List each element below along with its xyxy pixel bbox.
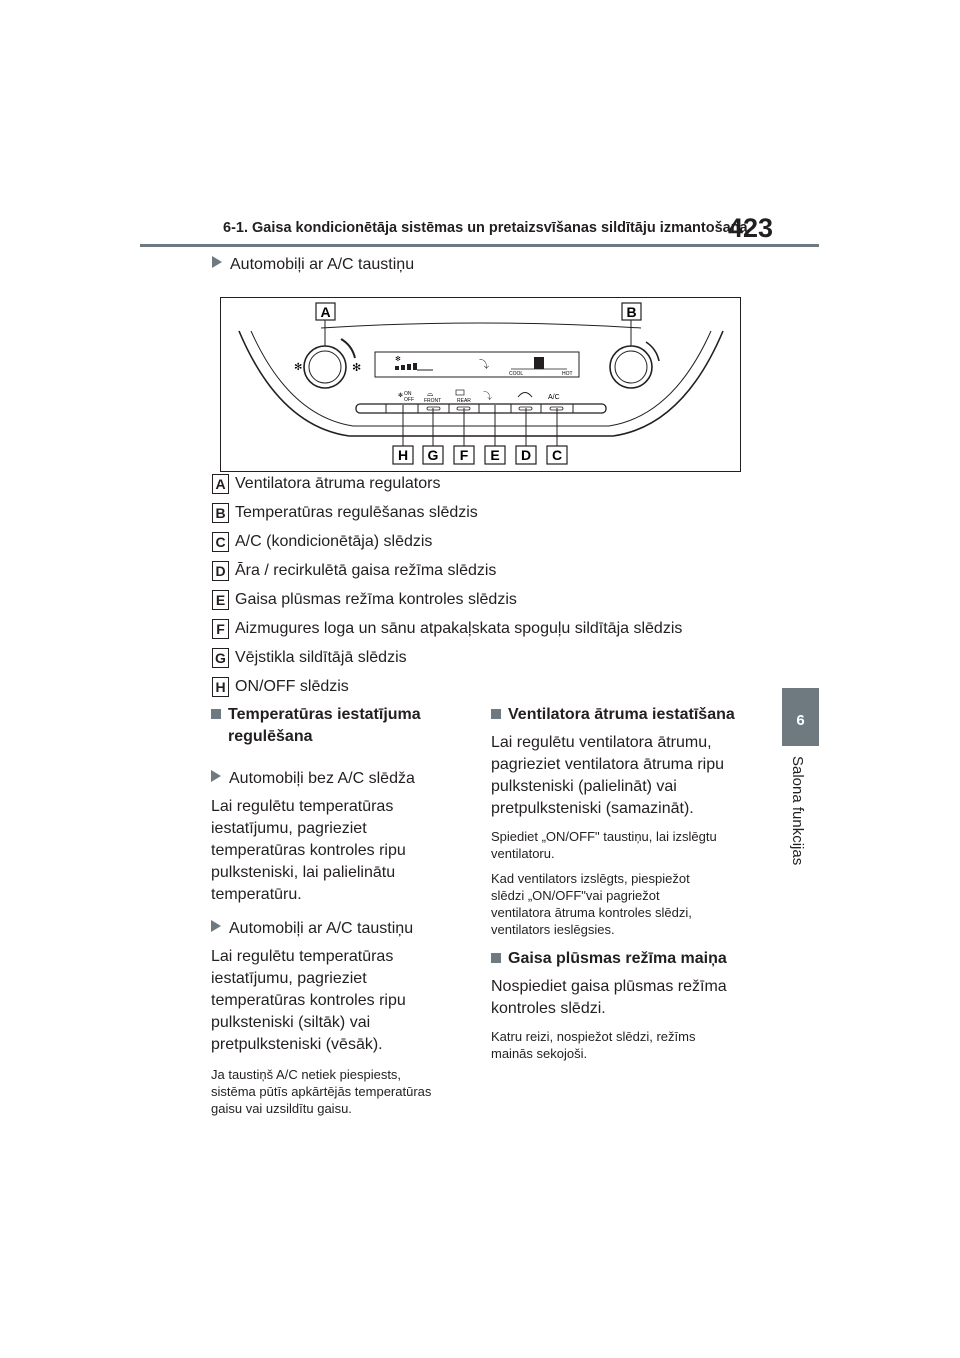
- climate-panel-figure: [220, 297, 741, 472]
- left-bullet-1: Automobiļi bez A/C slēdža: [211, 768, 471, 790]
- svg-text:E: E: [490, 447, 500, 463]
- triangle-bullet-icon: [211, 920, 221, 932]
- legend-text: Āra / recirkulētā gaisa režīma slēdzis: [235, 562, 497, 580]
- chapter-label: Salona funkcijas: [789, 756, 806, 866]
- legend-letter: F: [212, 619, 229, 639]
- legend-item-g: [212, 648, 407, 668]
- legend-letter: E: [212, 590, 229, 610]
- callout-g: [423, 446, 443, 464]
- cool-label: COOL: [509, 371, 524, 377]
- legend-item-e: [212, 590, 517, 610]
- legend-item-d: [212, 561, 496, 581]
- airflow-heading: Gaisa plūsmas režīma maiņa: [491, 948, 761, 970]
- svg-text:✻: ✻: [294, 362, 303, 373]
- legend-item-b: [212, 503, 478, 523]
- intro-bullet-text: Automobiļi ar A/C taustiņu: [230, 256, 415, 273]
- on-label: ON: [404, 391, 412, 397]
- legend-text: Vējstikla sildītājā slēdzis: [235, 649, 407, 667]
- svg-text:B: B: [626, 304, 637, 320]
- square-bullet-icon: [491, 953, 501, 963]
- callout-b: [622, 303, 641, 320]
- svg-text:G: G: [427, 447, 439, 463]
- callout-c: [547, 446, 567, 464]
- square-bullet-icon: [491, 709, 501, 719]
- legend-letter: H: [212, 677, 229, 697]
- page-number: 423: [728, 213, 774, 243]
- front-label: FRONT: [424, 398, 442, 404]
- callout-f: [454, 446, 474, 464]
- header-rule: [140, 244, 819, 247]
- rear-label: REAR: [457, 398, 471, 404]
- svg-text:F: F: [459, 447, 469, 463]
- temperature-knob: [610, 342, 659, 388]
- callout-d: [516, 446, 536, 464]
- legend-item-f: [212, 619, 682, 639]
- temperature-heading: Temperatūras iestatījuma: [211, 704, 471, 726]
- callout-e: [485, 446, 505, 464]
- display-screen: [375, 352, 579, 377]
- legend-letter: G: [212, 648, 229, 668]
- ac-label: A/C: [548, 394, 560, 401]
- climate-panel-illustration: [221, 298, 740, 471]
- legend-text: Temperatūras regulēšanas slēdzis: [235, 504, 478, 522]
- legend-item-c: [212, 532, 432, 552]
- hot-label: HOT: [562, 371, 573, 377]
- left-bullet-2: Automobiļi ar A/C taustiņu: [211, 918, 471, 940]
- legend-text: Aizmugures loga un sānu atpakaļskata spoguļu sildītāja slēdzis: [235, 620, 683, 638]
- left-paragraph-2: Lai regulētu temperatūras iestatījumu, pagrieziet temperatūras kontroles ripu pulksteniski (siltāk) vai pretpulksteniski (vēsāk).: [211, 948, 406, 1053]
- fan-speed-knob: [294, 339, 361, 388]
- svg-text:✻: ✻: [395, 356, 401, 363]
- chapter-label-container: [789, 756, 811, 876]
- legend-item-a: [212, 474, 440, 494]
- left-paragraph-1: Lai regulētu temperatūras iestatījumu, pagrieziet temperatūras kontroles ripu pulksteniski, lai palielinātu temperatūru.: [211, 798, 406, 903]
- legend-letter: A: [212, 474, 229, 494]
- legend-text: Gaisa plūsmas režīma kontroles slēdzis: [235, 591, 517, 609]
- legend-text: ON/OFF slēdzis: [235, 678, 349, 696]
- left-note: Ja taustiņš A/C netiek piespiests, sistēma pūtīs apkārtējās temperatūras gaisu vai uzsildītu gaisu.: [211, 1067, 432, 1116]
- left-column: [211, 704, 471, 1117]
- triangle-bullet-icon: [212, 256, 222, 268]
- right-column: [491, 704, 761, 1062]
- callout-h: [393, 446, 413, 464]
- svg-text:A: A: [320, 304, 331, 320]
- right-paragraph-2: Nospiediet gaisa plūsmas režīma kontroles slēdzi.: [491, 978, 727, 1017]
- right-note-3: Katru reizi, nospiežot slēdzi, režīms mainās sekojoši.: [491, 1029, 696, 1061]
- svg-text:⤵: ⤵: [479, 360, 489, 371]
- chapter-tab: 6: [782, 688, 819, 746]
- legend-letter: B: [212, 503, 229, 523]
- section-title: 6-1. Gaisa kondicionētāja sistēmas un pretaizsvīšanas sildītāju izmantošana: [223, 220, 748, 236]
- off-label: OFF: [404, 397, 414, 403]
- triangle-bullet-icon: [211, 770, 221, 782]
- temperature-heading-line2: regulēšana: [228, 728, 313, 745]
- right-note-2: Kad ventilators izslēgts, piespiežot slēdzi „ON/OFF"vai pagriežot ventilatora ātruma kontroles slēdzi, ventilators ieslēgsies.: [491, 871, 692, 937]
- svg-text:✻: ✻: [352, 362, 362, 374]
- callout-a: [316, 303, 335, 320]
- svg-text:⌓: ⌓: [427, 389, 434, 398]
- intro-bullet: [212, 256, 414, 274]
- svg-text:⤵: ⤵: [483, 391, 493, 401]
- svg-text:H: H: [397, 447, 409, 463]
- svg-text:D: D: [520, 447, 532, 463]
- fan-speed-heading: Ventilatora ātruma iestatīšana: [491, 704, 761, 726]
- square-bullet-icon: [211, 709, 221, 719]
- legend-text: A/C (kondicionētāja) slēdzis: [235, 533, 433, 551]
- legend-item-h: [212, 677, 349, 697]
- svg-text:C: C: [551, 447, 563, 463]
- right-note-1: Spiediet „ON/OFF" taustiņu, lai izslēgtu ventilatoru.: [491, 829, 717, 861]
- legend-letter: C: [212, 532, 229, 552]
- svg-text:✻: ✻: [398, 393, 404, 399]
- legend-text: Ventilatora ātruma regulators: [235, 475, 441, 493]
- right-paragraph-1: Lai regulētu ventilatora ātrumu, pagrieziet ventilatora ātruma ripu pulksteniski (palielināt) vai pretpulksteniski (samazināt).: [491, 734, 725, 817]
- legend-letter: D: [212, 561, 229, 581]
